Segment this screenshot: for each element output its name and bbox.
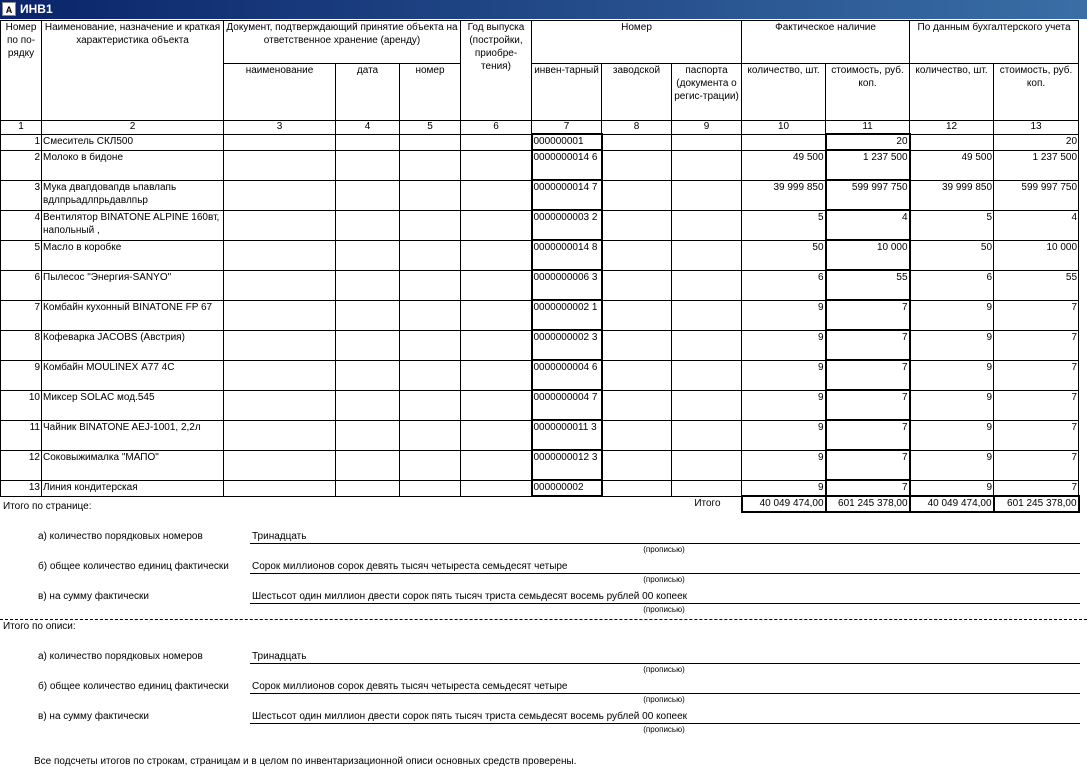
row-year: [461, 240, 532, 270]
col-number: 7: [532, 121, 602, 135]
row-actual-cost: 7: [826, 360, 910, 390]
row-factory-number: [602, 270, 672, 300]
row-doc-name: [224, 390, 336, 420]
row-doc-name: [224, 240, 336, 270]
table-row: [1, 270, 1079, 300]
row-inventory-number: 0000000014 7: [532, 180, 602, 210]
row-actual-qty: 9: [742, 300, 826, 330]
row-doc-date: [336, 150, 400, 180]
col-number: 10: [742, 121, 826, 135]
col-number: 5: [400, 121, 461, 135]
row-name: Вентилятор BINATONE ALPINE 160вт, напольный ,: [42, 210, 224, 240]
row-factory-number: [602, 480, 672, 496]
inv-count-label: а) количество порядковых номеров: [38, 651, 203, 662]
row-actual-cost: 7: [826, 300, 910, 330]
row-doc-name: [224, 420, 336, 450]
header-doc-number: номер: [400, 64, 461, 121]
row-inventory-number: 000000001: [532, 134, 602, 150]
row-book-qty: 50: [910, 240, 994, 270]
total-actual-cost: 601 245 378,00: [826, 496, 910, 512]
row-passport: [672, 420, 742, 450]
row-actual-qty: 9: [742, 330, 826, 360]
row-name: Мука двапдовапдв ьпавлапь вдлпрьадлпрьдавлпьр: [42, 180, 224, 210]
row-doc-date: [336, 270, 400, 300]
row-doc-date: [336, 330, 400, 360]
row-year: [461, 300, 532, 330]
header-number-group: Номер: [532, 21, 742, 64]
row-name: Комбайн кухонный BINATONE FP 67: [42, 300, 224, 330]
row-inventory-number: 0000000012 3: [532, 450, 602, 480]
inv-sum-hint: (прописью): [643, 725, 685, 734]
row-number: 4: [1, 210, 42, 240]
row-doc-date: [336, 360, 400, 390]
row-year: [461, 450, 532, 480]
table-row: [1, 480, 1079, 496]
page-units-value: Сорок миллионов сорок девять тысяч четыреста семьдесят четыре: [250, 560, 1080, 574]
row-doc-number: [400, 180, 461, 210]
row-book-cost: 7: [994, 390, 1079, 420]
row-doc-number: [400, 300, 461, 330]
row-book-cost: 7: [994, 420, 1079, 450]
table-row: [1, 240, 1079, 270]
row-number: 8: [1, 330, 42, 360]
row-factory-number: [602, 150, 672, 180]
header-actual-qty: количество, шт.: [742, 64, 826, 121]
row-doc-number: [400, 420, 461, 450]
row-number: 11: [1, 420, 42, 450]
page-count-label: а) количество порядковых номеров: [38, 531, 203, 542]
footer-note: Все подсчеты итогов по строкам, страницам и в целом по инвентаризационной описи основных средств проверены.: [34, 756, 577, 767]
row-doc-date: [336, 300, 400, 330]
row-book-cost: 10 000: [994, 240, 1079, 270]
row-passport: [672, 180, 742, 210]
row-inventory-number: 0000000011 3: [532, 420, 602, 450]
row-passport: [672, 480, 742, 496]
row-inventory-number: 0000000014 8: [532, 240, 602, 270]
row-number: 2: [1, 150, 42, 180]
header-doc-name: наименование: [224, 64, 336, 121]
col-number: 3: [224, 121, 336, 135]
row-book-qty: 39 999 850: [910, 180, 994, 210]
row-doc-date: [336, 134, 400, 150]
row-actual-qty: 49 500: [742, 150, 826, 180]
row-doc-name: [224, 134, 336, 150]
row-actual-qty: 9: [742, 480, 826, 496]
column-numbers-row: [1, 121, 1079, 135]
page-sum-label: в) на сумму фактически: [38, 591, 149, 602]
row-passport: [672, 330, 742, 360]
header-inventory: инвен-тарный: [532, 64, 602, 121]
inv-sum-value: Шестьсот один миллион двести сорок пять тысяч триста семьдесят восемь рублей 00 копеек: [250, 710, 1080, 724]
row-number: 13: [1, 480, 42, 496]
row-book-qty: 49 500: [910, 150, 994, 180]
inv-units-value: Сорок миллионов сорок девять тысяч четыреста семьдесят четыре: [250, 680, 1080, 694]
page-sum-value: Шестьсот один миллион двести сорок пять тысяч триста семьдесят восемь рублей 00 копеек: [250, 590, 1080, 604]
row-passport: [672, 150, 742, 180]
page-count-value: Тринадцать: [250, 530, 1080, 544]
row-actual-qty: 9: [742, 420, 826, 450]
row-book-cost: 7: [994, 330, 1079, 360]
row-book-qty: 9: [910, 360, 994, 390]
row-number: 12: [1, 450, 42, 480]
row-year: [461, 330, 532, 360]
row-inventory-number: 0000000002 1: [532, 300, 602, 330]
row-doc-date: [336, 180, 400, 210]
row-doc-date: [336, 420, 400, 450]
table-row: [1, 180, 1079, 210]
header-book: По данным бухгалтерского учета: [910, 21, 1079, 64]
table-row: [1, 360, 1079, 390]
row-factory-number: [602, 330, 672, 360]
row-book-cost: 599 997 750: [994, 180, 1079, 210]
row-number: 3: [1, 180, 42, 210]
header-number: Номер по по-рядку: [1, 21, 42, 121]
row-passport: [672, 390, 742, 420]
row-name: Смеситель СКЛ500: [42, 134, 224, 150]
row-inventory-number: 0000000014 6: [532, 150, 602, 180]
row-year: [461, 420, 532, 450]
row-year: [461, 134, 532, 150]
row-book-qty: 9: [910, 450, 994, 480]
row-actual-qty: 5: [742, 210, 826, 240]
row-doc-name: [224, 480, 336, 496]
row-actual-cost: 7: [826, 330, 910, 360]
col-number: 12: [910, 121, 994, 135]
row-actual-cost: 55: [826, 270, 910, 300]
row-year: [461, 270, 532, 300]
row-factory-number: [602, 134, 672, 150]
row-book-qty: 9: [910, 390, 994, 420]
inv-units-label: б) общее количество единиц фактически: [38, 681, 229, 692]
row-doc-number: [400, 240, 461, 270]
inventory-summary-title: Итого по описи:: [3, 621, 76, 632]
col-number: 6: [461, 121, 532, 135]
col-number: 13: [994, 121, 1079, 135]
row-factory-number: [602, 420, 672, 450]
header-passport: паспорта (документа о регис-трации): [672, 64, 742, 121]
row-number: 5: [1, 240, 42, 270]
page-units-label: б) общее количество единиц фактически: [38, 561, 229, 572]
row-inventory-number: 0000000004 7: [532, 390, 602, 420]
row-book-qty: 9: [910, 480, 994, 496]
row-doc-date: [336, 210, 400, 240]
row-name: Соковыжималка "МАПО": [42, 450, 224, 480]
row-doc-number: [400, 450, 461, 480]
row-book-qty: 9: [910, 420, 994, 450]
row-doc-number: [400, 360, 461, 390]
row-passport: [672, 134, 742, 150]
row-number: 9: [1, 360, 42, 390]
row-year: [461, 150, 532, 180]
table-row: [1, 300, 1079, 330]
row-doc-date: [336, 450, 400, 480]
row-doc-date: [336, 240, 400, 270]
row-book-cost: 7: [994, 450, 1079, 480]
row-book-qty: 9: [910, 300, 994, 330]
row-name: Линия кондитерская: [42, 480, 224, 496]
total-row: [1, 496, 1079, 512]
row-actual-cost: 7: [826, 420, 910, 450]
row-actual-cost: 7: [826, 480, 910, 496]
row-actual-cost: 7: [826, 390, 910, 420]
row-doc-name: [224, 450, 336, 480]
row-inventory-number: 0000000003 2: [532, 210, 602, 240]
row-actual-cost: 599 997 750: [826, 180, 910, 210]
col-number: 2: [42, 121, 224, 135]
row-actual-qty: 50: [742, 240, 826, 270]
row-doc-number: [400, 330, 461, 360]
table-row: [1, 390, 1079, 420]
window-title: ИНВ1: [20, 2, 53, 16]
table-row: [1, 210, 1079, 240]
row-inventory-number: 0000000004 6: [532, 360, 602, 390]
row-number: 10: [1, 390, 42, 420]
row-name: Кофеварка JACOBS (Австрия): [42, 330, 224, 360]
row-factory-number: [602, 180, 672, 210]
row-year: [461, 180, 532, 210]
col-number: 9: [672, 121, 742, 135]
row-name: Миксер SOLAC мод.545: [42, 390, 224, 420]
row-inventory-number: 0000000002 3: [532, 330, 602, 360]
row-passport: [672, 450, 742, 480]
row-doc-name: [224, 180, 336, 210]
header-actual: Фактическое наличие: [742, 21, 910, 64]
total-actual-qty: 40 049 474,00: [742, 496, 826, 512]
row-book-qty: 6: [910, 270, 994, 300]
app-icon: A: [2, 2, 16, 16]
row-year: [461, 390, 532, 420]
row-doc-name: [224, 270, 336, 300]
table-row: [1, 150, 1079, 180]
header-factory: заводской: [602, 64, 672, 121]
total-book-qty: 40 049 474,00: [910, 496, 994, 512]
row-actual-cost: 20: [826, 134, 910, 150]
col-number: 1: [1, 121, 42, 135]
header-year: Год выпуска (постройки, приобре-тения): [461, 21, 532, 121]
col-number: 8: [602, 121, 672, 135]
row-factory-number: [602, 450, 672, 480]
row-doc-number: [400, 134, 461, 150]
row-book-cost: 20: [994, 134, 1079, 150]
row-doc-date: [336, 480, 400, 496]
row-inventory-number: 000000002: [532, 480, 602, 496]
row-factory-number: [602, 210, 672, 240]
row-doc-name: [224, 300, 336, 330]
row-passport: [672, 270, 742, 300]
header-book-qty: количество, шт.: [910, 64, 994, 121]
row-actual-cost: 1 237 500: [826, 150, 910, 180]
inv-units-hint: (прописью): [643, 695, 685, 704]
row-book-cost: 55: [994, 270, 1079, 300]
header-book-cost: стоимость, руб. коп.: [994, 64, 1079, 121]
row-actual-qty: 39 999 850: [742, 180, 826, 210]
row-inventory-number: 0000000006 3: [532, 270, 602, 300]
row-book-qty: 5: [910, 210, 994, 240]
row-doc-name: [224, 360, 336, 390]
row-number: 1: [1, 134, 42, 150]
row-actual-cost: 7: [826, 450, 910, 480]
table-row: [1, 134, 1079, 150]
row-name: Молоко в бидоне: [42, 150, 224, 180]
row-actual-qty: 9: [742, 360, 826, 390]
row-factory-number: [602, 390, 672, 420]
header-row-1: [1, 21, 1079, 64]
inv-count-value: Тринадцать: [250, 650, 1080, 664]
total-label: Итого: [694, 498, 721, 509]
page-break-divider: [0, 619, 1087, 620]
row-year: [461, 480, 532, 496]
row-doc-number: [400, 210, 461, 240]
row-doc-name: [224, 330, 336, 360]
row-book-qty: [910, 134, 994, 150]
row-name: Чайник BINATONE AEJ-1001, 2,2л: [42, 420, 224, 450]
table-row: [1, 330, 1079, 360]
row-name: Комбайн MOULINEX А77 4С: [42, 360, 224, 390]
row-name: Пылесос "Энергия-SANYO": [42, 270, 224, 300]
row-passport: [672, 210, 742, 240]
row-book-cost: 7: [994, 300, 1079, 330]
row-number: 6: [1, 270, 42, 300]
row-doc-number: [400, 390, 461, 420]
row-book-cost: 7: [994, 480, 1079, 496]
page-summary-title: Итого по странице:: [3, 501, 92, 512]
row-actual-qty: [742, 134, 826, 150]
row-factory-number: [602, 360, 672, 390]
header-doc-date: дата: [336, 64, 400, 121]
row-doc-name: [224, 210, 336, 240]
inv-count-hint: (прописью): [643, 665, 685, 674]
row-factory-number: [602, 240, 672, 270]
row-actual-qty: 9: [742, 450, 826, 480]
row-actual-qty: 6: [742, 270, 826, 300]
col-number: 11: [826, 121, 910, 135]
row-doc-date: [336, 390, 400, 420]
table-row: [1, 450, 1079, 480]
row-passport: [672, 360, 742, 390]
header-name: Наименование, назначение и краткая характеристика объекта: [42, 21, 224, 121]
row-year: [461, 360, 532, 390]
row-book-cost: 4: [994, 210, 1079, 240]
header-actual-cost: стоимость, руб. коп.: [826, 64, 910, 121]
row-passport: [672, 300, 742, 330]
row-actual-cost: 4: [826, 210, 910, 240]
inv-sum-label: в) на сумму фактически: [38, 711, 149, 722]
header-document: Документ, подтверждающий принятие объекта на ответственное хранение (аренду): [224, 21, 461, 64]
page-sum-hint: (прописью): [643, 605, 685, 614]
page-count-hint: (прописью): [643, 545, 685, 554]
inventory-table: [0, 20, 1080, 513]
table-row: [1, 420, 1079, 450]
row-passport: [672, 240, 742, 270]
row-book-qty: 9: [910, 330, 994, 360]
row-doc-name: [224, 150, 336, 180]
row-name: Масло в коробке: [42, 240, 224, 270]
window-titlebar: [0, 0, 1087, 19]
row-year: [461, 210, 532, 240]
row-doc-number: [400, 480, 461, 496]
row-actual-cost: 10 000: [826, 240, 910, 270]
row-book-cost: 1 237 500: [994, 150, 1079, 180]
row-number: 7: [1, 300, 42, 330]
row-book-cost: 7: [994, 360, 1079, 390]
row-doc-number: [400, 270, 461, 300]
col-number: 4: [336, 121, 400, 135]
total-book-cost: 601 245 378,00: [994, 496, 1079, 512]
row-factory-number: [602, 300, 672, 330]
row-actual-qty: 9: [742, 390, 826, 420]
row-doc-number: [400, 150, 461, 180]
page-units-hint: (прописью): [643, 575, 685, 584]
